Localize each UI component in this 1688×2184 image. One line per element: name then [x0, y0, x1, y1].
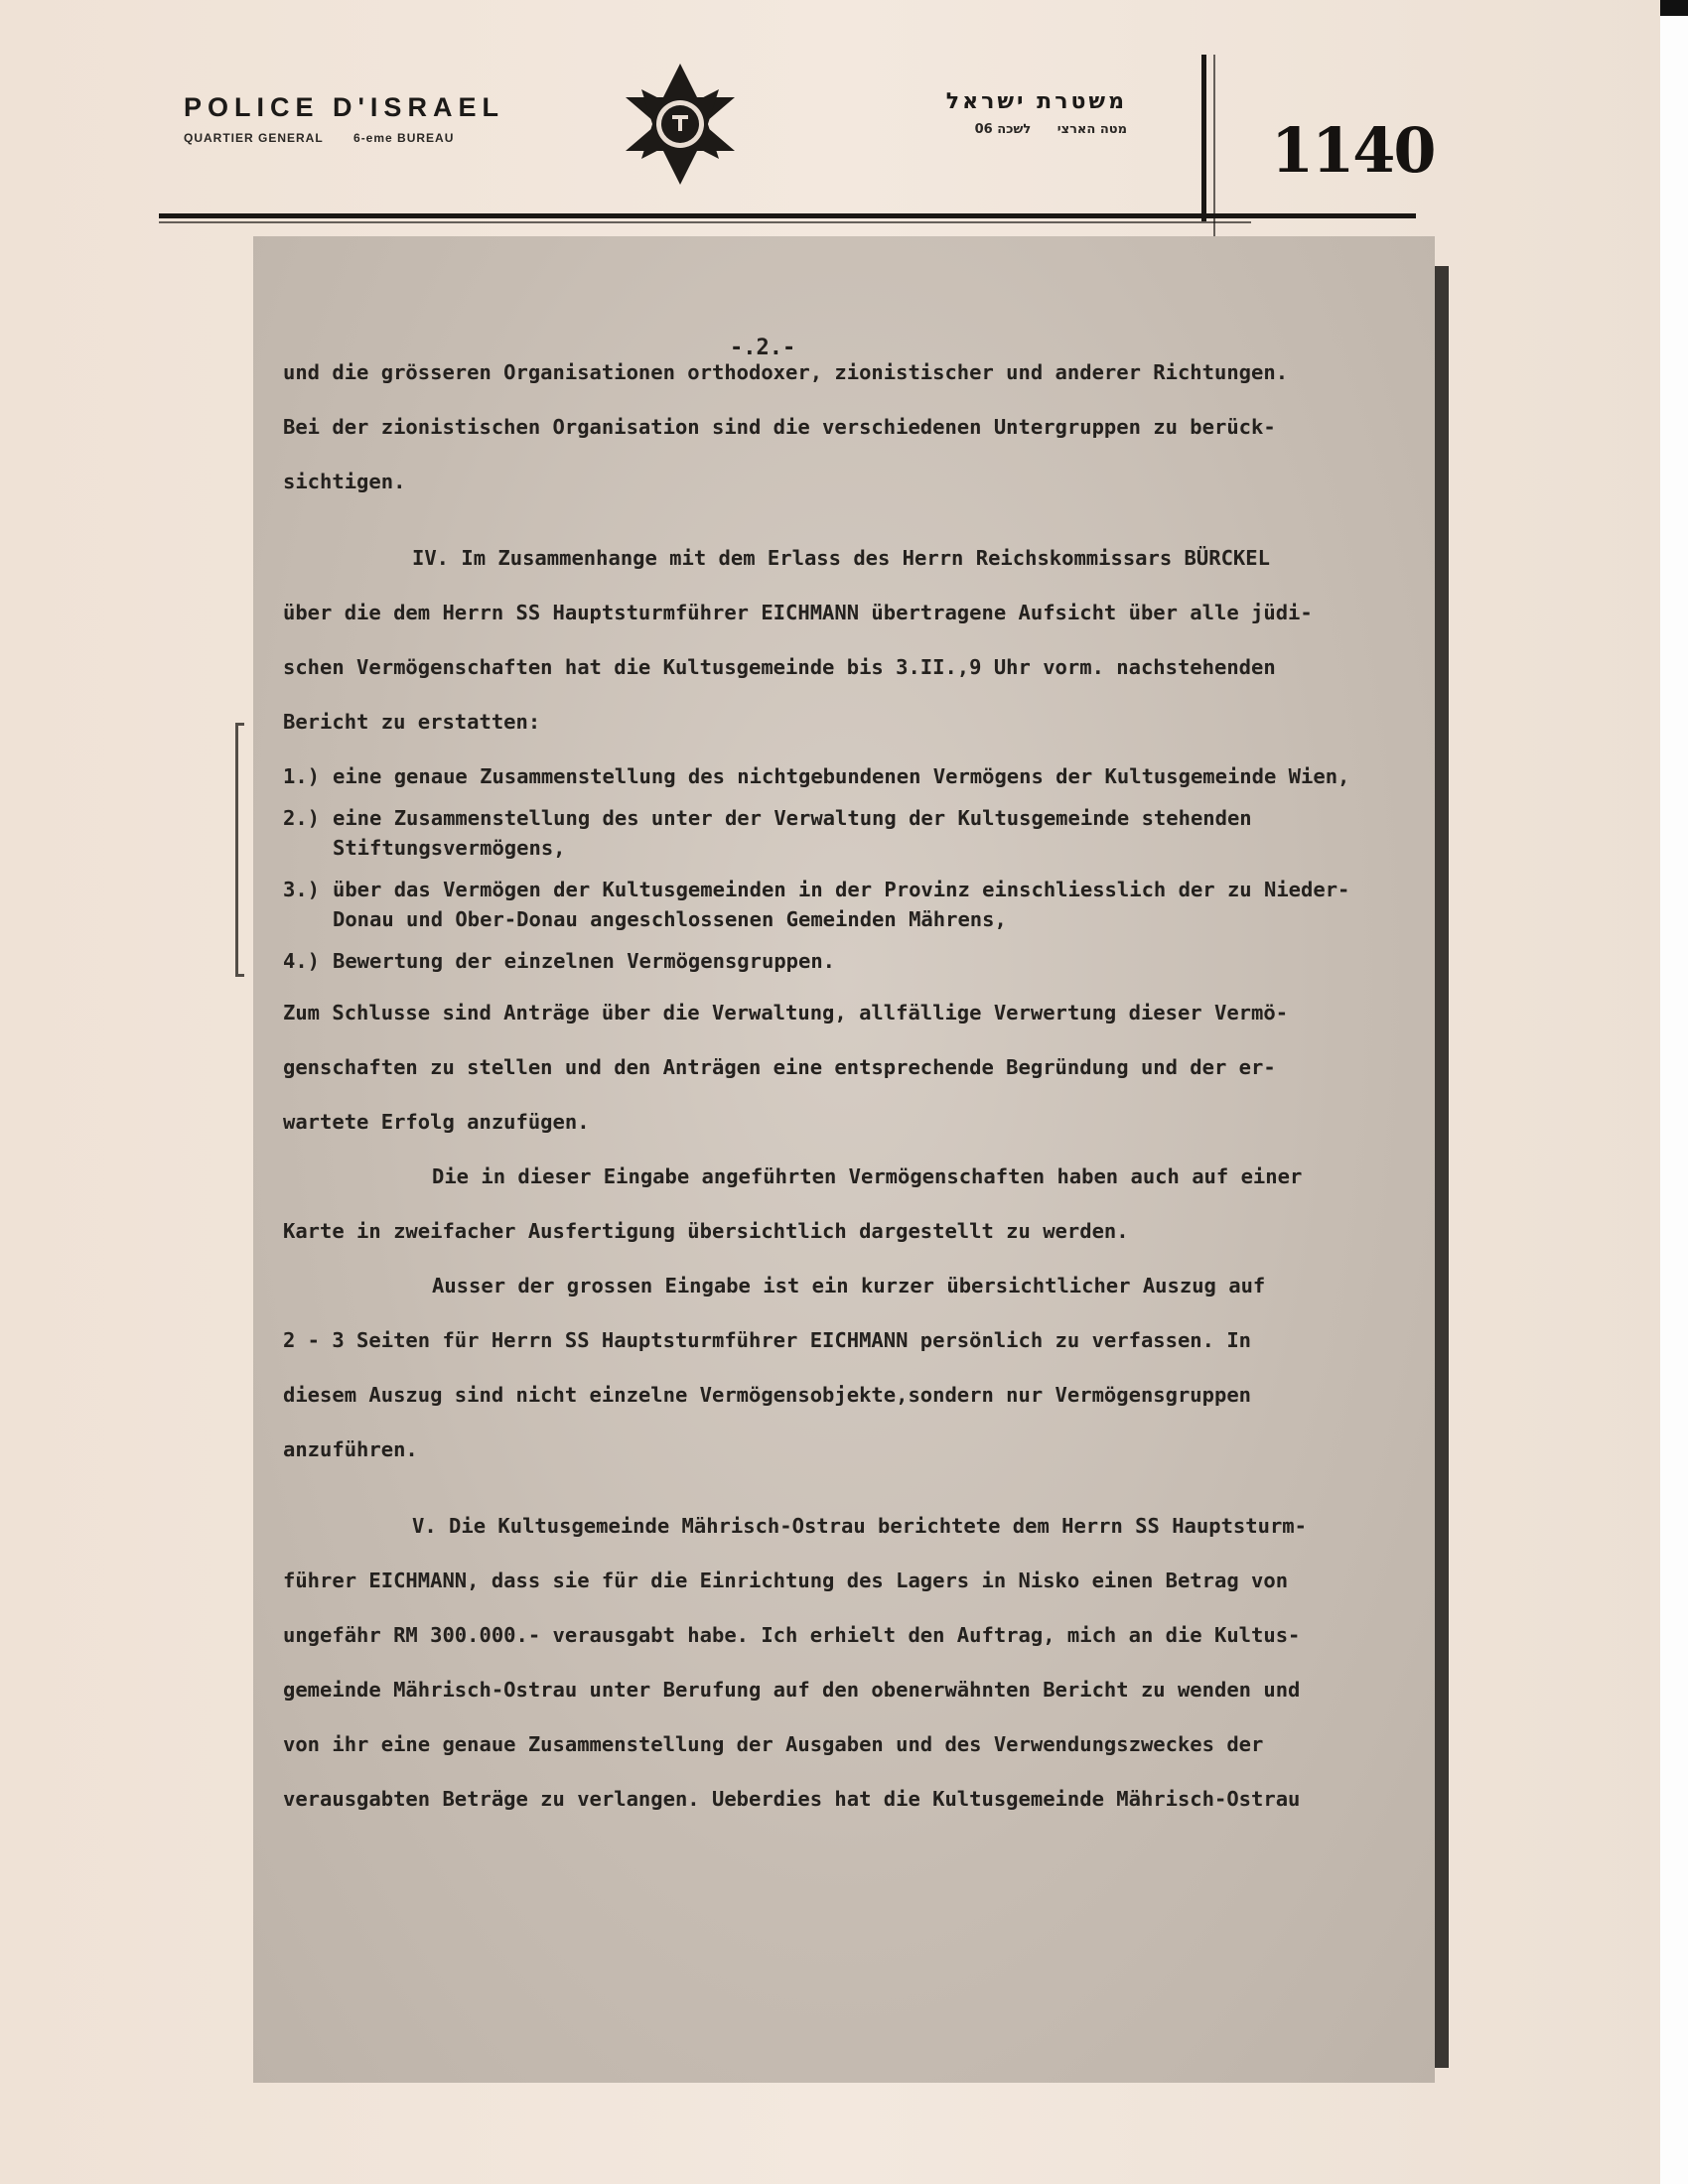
letterhead-hebrew-sub-right: לשכה 06 [974, 122, 1032, 137]
letterhead-hebrew-subtitle [849, 122, 1127, 137]
list-item [283, 946, 1415, 976]
text-line: 2 - 3 Seiten für Herrn SS Hauptsturmführer EICHMANN persönlich zu verfassen. In [283, 1328, 1252, 1352]
list-item-text: eine Zusammenstellung des unter der Verwaltung der Kultusgemeinde stehenden Stiftungsvermögens, [333, 806, 1252, 860]
letterhead-left [184, 92, 504, 145]
section-iv-heading-line: IV. Im Zusammenhange mit dem Erlass des Herrn Reichskommissars BÜRCKEL [412, 546, 1270, 570]
letterhead-rule [159, 213, 1271, 218]
scan-edge-strip [1660, 0, 1688, 2184]
section-v-heading-line: V. Die Kultusgemeinde Mährisch-Ostrau berichtete dem Herrn SS Hauptsturm- [412, 1514, 1307, 1538]
list-item [283, 761, 1415, 791]
letterhead-rule-right [1217, 213, 1416, 218]
letterhead-hebrew [849, 89, 1127, 137]
list-item [283, 875, 1415, 934]
scan-corner-mark [1660, 0, 1688, 16]
document-body [283, 345, 1415, 1827]
list-item [283, 803, 1415, 863]
text-line: Karte in zweifacher Ausfertigung übersichtlich dargestellt zu werden. [283, 1219, 1129, 1243]
text-line: und die grösseren Organisationen orthodoxer, zionistischer und anderer Richtungen. [283, 360, 1289, 384]
letterhead [159, 55, 1435, 228]
text-line: Zum Schlusse sind Anträge über die Verwaltung, allfällige Verwertung dieser Vermö- [283, 1001, 1289, 1024]
typewritten-copy [253, 236, 1435, 2083]
text-line: über die dem Herrn SS Hauptsturmführer EICHMANN übertragene Aufsicht über alle jüdi- [283, 601, 1313, 624]
text-line: anzuführen. [283, 1437, 418, 1461]
page-marker: -.2.- [730, 336, 796, 360]
letterhead-title: POLICE D'ISRAEL [184, 92, 504, 122]
police-star-emblem-icon [616, 60, 745, 189]
text-line: genschaften zu stellen und den Anträgen eine entsprechende Begründung und der er- [283, 1055, 1276, 1079]
text-line: Bericht zu erstatten: [283, 710, 541, 734]
letterhead-subtitle [184, 131, 504, 145]
text-line: führer EICHMANN, dass sie für die Einrichtung des Lagers in Nisko einen Betrag von [283, 1569, 1289, 1592]
text-line: ungefähr RM 300.000.- verausgabt habe. Ich erhielt den Auftrag, mich an die Kultus- [283, 1623, 1301, 1647]
text-line: gemeinde Mährisch-Ostrau unter Berufung auf den obenerwähnten Bericht zu wenden und [283, 1678, 1301, 1702]
letterhead-hebrew-sub-left: מטה הארצי [1056, 122, 1127, 137]
list-item-text: über das Vermögen der Kultusgemeinden in der Provinz einschliesslich der zu Nieder-Donau und Ober-Donau angeschlossenen Gemeinden Mährens, [333, 878, 1350, 931]
letterhead-sub-right: 6-eme BUREAU [353, 131, 455, 145]
list-item-text: Bewertung der einzelnen Vermögensgruppen. [333, 949, 836, 973]
letterhead-divider-thin [1213, 55, 1215, 253]
letterhead-divider [1201, 55, 1206, 221]
text-line: von ihr eine genaue Zusammenstellung der Ausgaben und des Verwendungszweckes der [283, 1732, 1264, 1756]
list-item-text: eine genaue Zusammenstellung des nichtgebundenen Vermögens der Kultusgemeinde Wien, [333, 764, 1350, 788]
list-item-number: 2.) [283, 806, 321, 830]
text-line: schen Vermögenschaften hat die Kultusgemeinde bis 3.II.,9 Uhr vorm. nachstehenden [283, 655, 1276, 679]
letterhead-hebrew-title: משטרת ישראל [945, 89, 1127, 114]
text-line: sichtigen. [283, 470, 406, 493]
text-line: Die in dieser Eingabe angeführten Vermögenschaften haben auch auf einer [432, 1164, 1303, 1188]
text-line: Bei der zionistischen Organisation sind die verschiedenen Untergruppen zu berück- [283, 415, 1276, 439]
text-line: verausgabten Beträge zu verlangen. Ueberdies hat die Kultusgemeinde Mährisch-Ostrau [283, 1787, 1301, 1811]
text-line: diesem Auszug sind nicht einzelne Vermögensobjekte,sondern nur Vermögensgruppen [283, 1383, 1252, 1407]
list-item-number: 4.) [283, 949, 321, 973]
letterhead-sub-left: QUARTIER GENERAL [184, 131, 324, 145]
margin-bracket [235, 723, 244, 977]
list-item-number: 1.) [283, 764, 321, 788]
text-line: wartete Erfolg anzufügen. [283, 1110, 590, 1134]
letterhead-rule-thin [159, 221, 1251, 223]
text-line: Ausser der grossen Eingabe ist ein kurzer übersichtlicher Auszug auf [432, 1274, 1266, 1297]
page-number: 1140 [1271, 114, 1435, 187]
list-item-number: 3.) [283, 878, 321, 901]
